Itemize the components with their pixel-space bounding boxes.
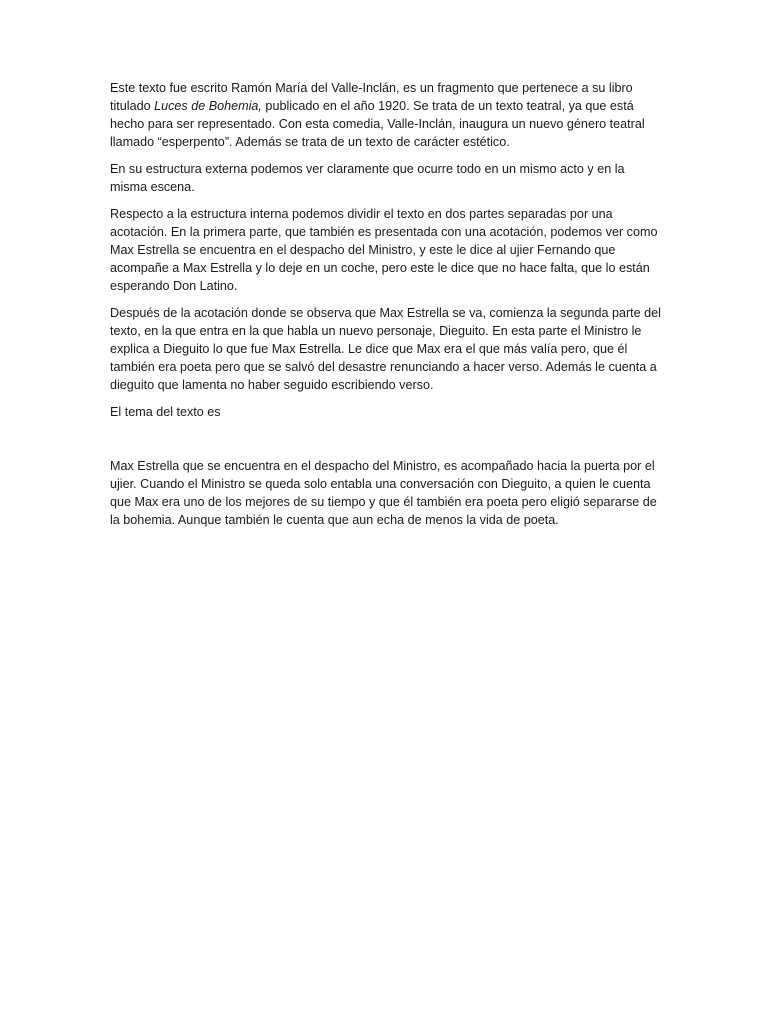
paragraph-second-part: Después de la acotación donde se observa que Max Estrella se va, comienza la segunda parte del texto, en la que entra en la que habla un nuevo personaje, Dieguito. En esta parte el Ministro le explica a Dieguito lo que fue Max Estrella. Le dice que Max era el que más valía pero, que él también era poeta pero que se salvó del desastre renunciando a hacer verso. Además le cuenta a dieguito que lamenta no haber seguido escribiendo verso. [110, 306, 661, 392]
book-title: Luces de Bohemia, [154, 99, 262, 113]
paragraph-theme: El tema del texto es [110, 405, 221, 419]
paragraph-intro [110, 79, 662, 151]
paragraph-internal-structure: Respecto a la estructura interna podemos dividir el texto en dos partes separadas por una acotación. En la primera parte, que también es presentada con una acotación, podemos ver como Max Estrella se encuentra en el despacho del Ministro, y este le dice al ujier Fernando que acompañe a Max Estrella y lo deje en un coche, pero este le dice que no hace falta, que lo están esperando Don Latino. [110, 207, 658, 293]
paragraph-external-structure: En su estructura externa podemos ver claramente que ocurre todo en un mismo acto y en la misma escena. [110, 162, 625, 194]
paragraph-summary: Max Estrella que se encuentra en el despacho del Ministro, es acompañado hacia la puerta por el ujier. Cuando el Ministro se queda solo entabla una conversación con Dieguito, a quien le cuenta que Max era uno de los mejores de su tiempo y que él también era poeta pero eligió separarse de la bohemia. Aunque también le cuenta que aun echa de menos la vida de poeta. [110, 459, 657, 527]
intro-text-end: publicado en el año 1920. Se trata de un texto teatral, ya que está hecho para ser representado. Con esta comedia, Valle-Inclán, inaugura un nuevo género teatral llamado “esperpento”. Además se trata de un texto de carácter estético. [110, 99, 645, 149]
intro-text-start: Este texto fue escrito Ramón María del Valle-Inclán, es un fragmento que pertenece a su libro titulado [110, 81, 633, 113]
blank-space [110, 430, 662, 457]
document-body [110, 79, 662, 538]
